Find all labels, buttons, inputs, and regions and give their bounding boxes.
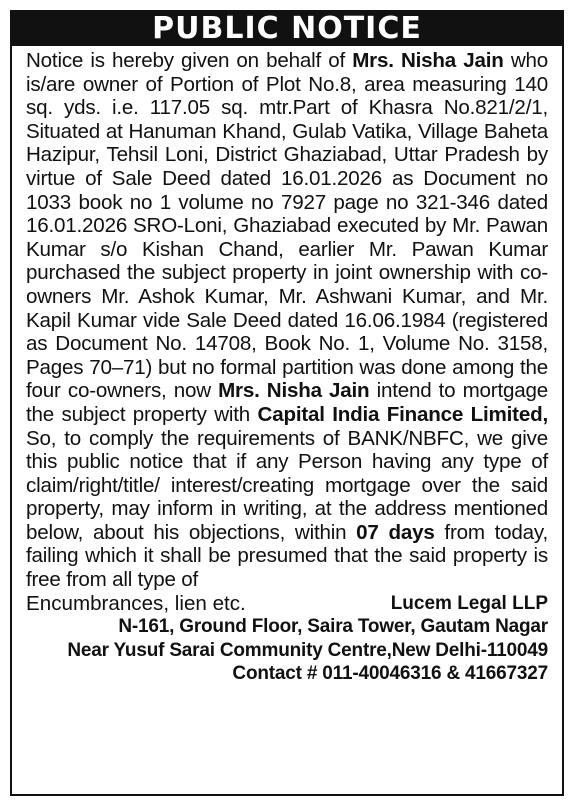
owner-name-2: Mrs. Nisha Jain xyxy=(218,379,370,403)
body-text-2: who is/are owner of Portion of Plot No.8, area measuring 140 sq. yds. i.e. 117.05 sq. mtr.Part of Khasra No.821/2/1, Situated at Hanuman Khand, Gulab Vatika, Village Baheta Hazipur, Tehsil Loni, District Ghaziabad, Uttar Pradesh by virtue of Sale Deed dated 16.01.2026 as Document no 1033 book no 1 volume no 7927 page no 321-346 dated 16.01.2026 SRO-Loni, Ghaziabad executed by Mr. Pawan Kumar s/o Kishan Chand, earlier Mr. Pawan Kumar purchased the subject property in joint ownership with co-owners Mr. Ashok Kumar, Mr. Ashwani Kumar, and Mr. Kapil Kumar vide Sale Deed dated 16.06.1984 (registered as Document No. 14708, Book No. 1, Volume No. 3158, Pages 70–71) but no formal partition was done among the four co-owners, now xyxy=(26,49,548,403)
body-text-1: Notice is hereby given on behalf of xyxy=(26,49,353,72)
body-text-3: intend to mortgage the subject property with xyxy=(26,379,548,426)
owner-name-1: Mrs. Nisha Jain xyxy=(352,49,504,72)
closing-line xyxy=(12,592,562,616)
lender-name: Capital India Finance Limited, xyxy=(257,402,548,426)
closing-text: Encumbrances, lien etc. xyxy=(26,591,246,615)
notice-body xyxy=(12,46,562,592)
notice-title: PUBLIC NOTICE xyxy=(12,12,562,46)
public-notice xyxy=(10,10,564,796)
address-line-1: N-161, Ground Floor, Saira Tower, Gautam Nagar xyxy=(118,616,548,638)
contact-line: Contact # 011-40046316 & 41667327 xyxy=(232,663,548,685)
firm-name: Lucem Legal LLP xyxy=(390,592,548,614)
body-text-5: from today, failing which it shall be presumed that the said property is free from all type of xyxy=(26,520,548,592)
objection-period: 07 days xyxy=(356,520,435,544)
address-line-2: Near Yusuf Sarai Community Centre,New Delhi-110049 xyxy=(67,639,548,661)
body-text-4: So, to comply the requirements of BANK/NBFC, we give this public notice that if any Person having any type of claim/right/title/ interest/creating mortgage over the said property, may inform in writing, at the address mentioned below, about his objections, within xyxy=(26,426,548,544)
